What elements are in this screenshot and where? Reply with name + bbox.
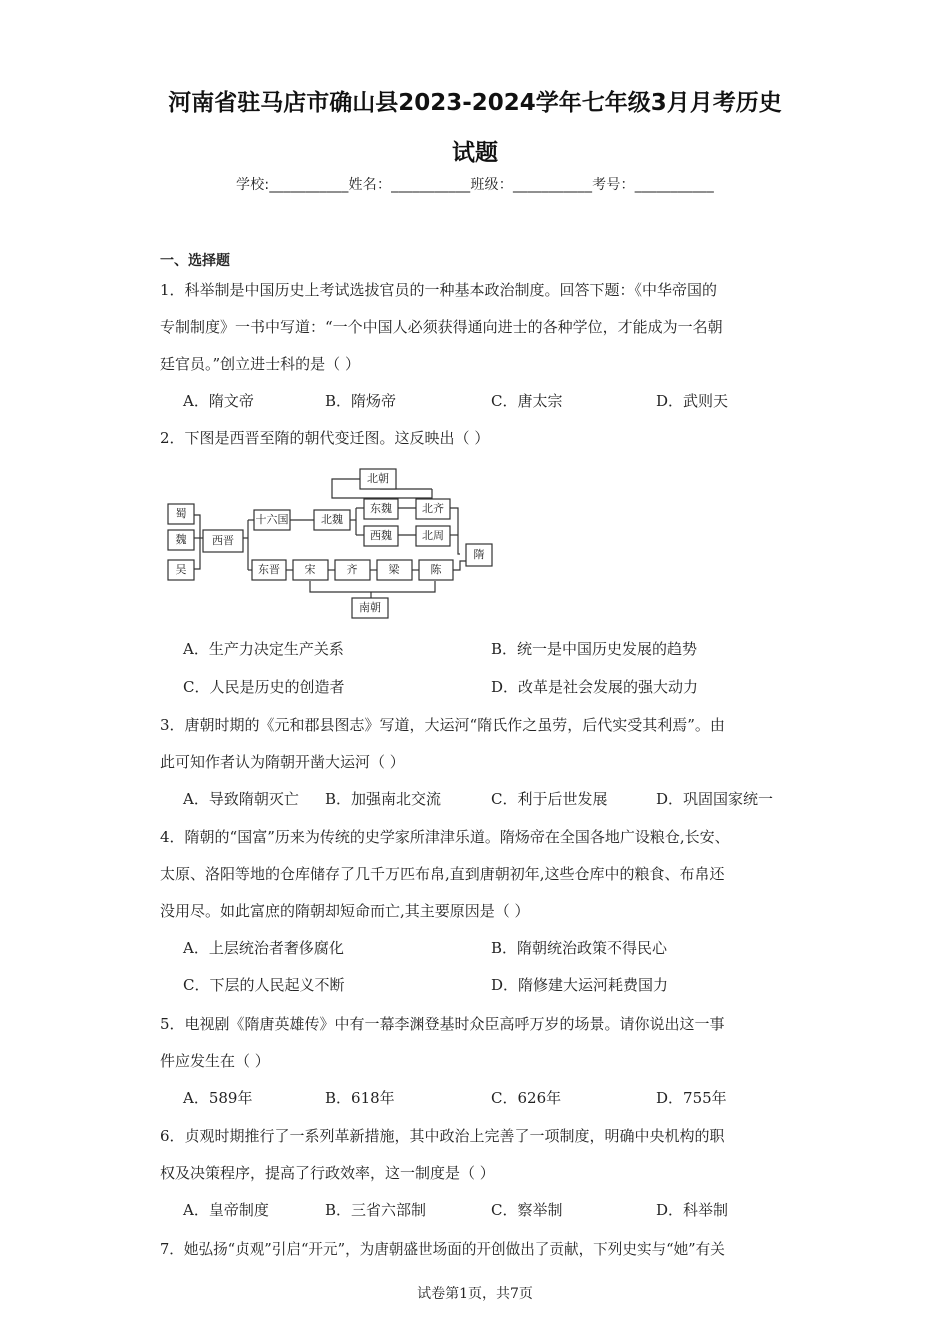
question-1-line1: 1．科举制是中国历史上考试选拔官员的一种基本政治制度。回答下题：《中华帝国的 [160,281,718,299]
label-dongjin: 东晋 [258,563,280,576]
option-a[interactable]: A．上层统治者奢侈腐化 [183,939,344,957]
question-4-options-row2 [183,974,793,1004]
label-shu: 蜀 [175,507,187,520]
option-d[interactable]: D．武则天 [656,392,729,410]
label-dongwei: 东魏 [370,502,392,515]
option-a[interactable]: A．皇帝制度 [183,1201,269,1219]
option-c[interactable]: C．人民是历史的创造者 [183,678,345,696]
option-c[interactable]: C．利于后世发展 [491,790,608,808]
option-a[interactable]: A．生产力决定生产关系 [183,640,344,658]
option-b[interactable]: B．618年 [325,1089,395,1107]
question-5-options [183,1087,793,1117]
question-4 [160,819,792,930]
question-5-line2: 件应发生在（ ） [160,1052,270,1070]
question-2-line1: 2．下图是西晋至隋的朝代变迁图。这反映出（ ） [160,429,490,447]
label-wu: 吴 [175,563,187,576]
question-4-line1: 4．隋朝的“国富”历来为传统的史学家所津津乐道。隋炀帝在全国各地广设粮仓,长安、 [160,828,730,846]
dynasty-change-diagram [160,464,505,624]
label-sui: 隋 [473,548,485,561]
label-song: 宋 [304,563,316,576]
option-a[interactable]: A．隋文帝 [183,392,254,410]
option-c[interactable]: C．626年 [491,1089,562,1107]
student-info-line: 学校:___________姓名：___________班级：___________考号：___________ [236,177,714,193]
option-d[interactable]: D．755年 [656,1089,727,1107]
label-xiwei: 西魏 [370,529,392,542]
exam-title-line2: 试题 [452,140,498,166]
option-b[interactable]: B．隋朝统治政策不得民心 [491,939,668,957]
question-2 [160,420,792,457]
question-3-options [183,788,793,818]
question-1-line2: 专制制度》一书中写道：“一个中国人必须获得通向进士的各种学位，才能成为一名朝 [160,318,723,336]
question-6-options [183,1199,793,1229]
question-6-line1: 6．贞观时期推行了一系列革新措施，其中政治上完善了一项制度，明确中央机构的职 [160,1127,725,1145]
question-3-line1: 3．唐朝时期的《元和郡县图志》写道，大运河“隋氏作之虽劳，后代实受其利焉”。由 [160,716,725,734]
question-5 [160,1006,792,1080]
question-1-line3: 廷官员。”创立进士科的是（ ） [160,355,360,373]
question-5-line1: 5．电视剧《隋唐英雄传》中有一幕李渊登基时众臣高呼万岁的场景。请你说出这一事 [160,1015,725,1033]
label-qi: 齐 [346,563,358,576]
option-a[interactable]: A．导致隋朝灭亡 [183,790,299,808]
question-7 [160,1231,800,1268]
label-beichao: 北朝 [367,472,389,485]
section-title: 一、选择题 [160,253,230,269]
option-b[interactable]: B．三省六部制 [325,1201,427,1219]
question-4-line3: 没用尽。如此富庶的隋朝却短命而亡,其主要原因是（ ） [160,902,530,920]
question-6 [160,1118,792,1192]
option-b[interactable]: B．加强南北交流 [325,790,442,808]
label-nanchao: 南朝 [359,601,381,614]
label-beiwei: 北魏 [321,513,343,526]
question-7-line1: 7．她弘扬“贞观”引启“开元”，为唐朝盛世场面的开创做出了贡献，下列史实与“她”有关 [160,1241,725,1258]
option-c[interactable]: C．唐太宗 [491,392,563,410]
option-b[interactable]: B．隋炀帝 [325,392,397,410]
label-liang: 梁 [388,563,400,576]
question-1 [160,272,792,383]
label-xijin: 西晋 [212,534,234,547]
question-3-line2: 此可知作者认为隋朝开凿大运河（ ） [160,753,405,771]
label-chen: 陈 [430,563,442,576]
question-3 [160,707,792,781]
label-shiliuguo: 十六国 [255,513,289,526]
label-wei: 魏 [175,533,187,546]
option-c[interactable]: C．察举制 [491,1201,563,1219]
question-1-options [183,390,793,420]
option-a[interactable]: A．589年 [183,1089,253,1107]
question-2-options-row1 [183,638,793,668]
option-d[interactable]: D．科举制 [656,1201,729,1219]
page-footer: 试卷第1页，共7页 [417,1286,533,1302]
option-d[interactable]: D．隋修建大运河耗费国力 [491,976,669,994]
question-4-options-row1 [183,937,793,967]
option-c[interactable]: C．下层的人民起义不断 [183,976,345,994]
label-beizhou: 北周 [422,529,444,542]
label-beiqi: 北齐 [422,502,444,515]
option-d[interactable]: D．巩固国家统一 [656,790,774,808]
question-4-line2: 太原、洛阳等地的仓库储存了几千万匹布帛,直到唐朝初年,这些仓库中的粮食、布帛还 [160,865,725,883]
option-b[interactable]: B．统一是中国历史发展的趋势 [491,640,698,658]
question-6-line2: 权及决策程序，提高了行政效率，这一制度是（ ） [160,1164,495,1182]
option-d[interactable]: D．改革是社会发展的强大动力 [491,678,699,696]
exam-title-line1: 河南省驻马店市确山县2023-2024学年七年级3月月考历史 [168,90,782,116]
question-2-options-row2 [183,676,793,706]
